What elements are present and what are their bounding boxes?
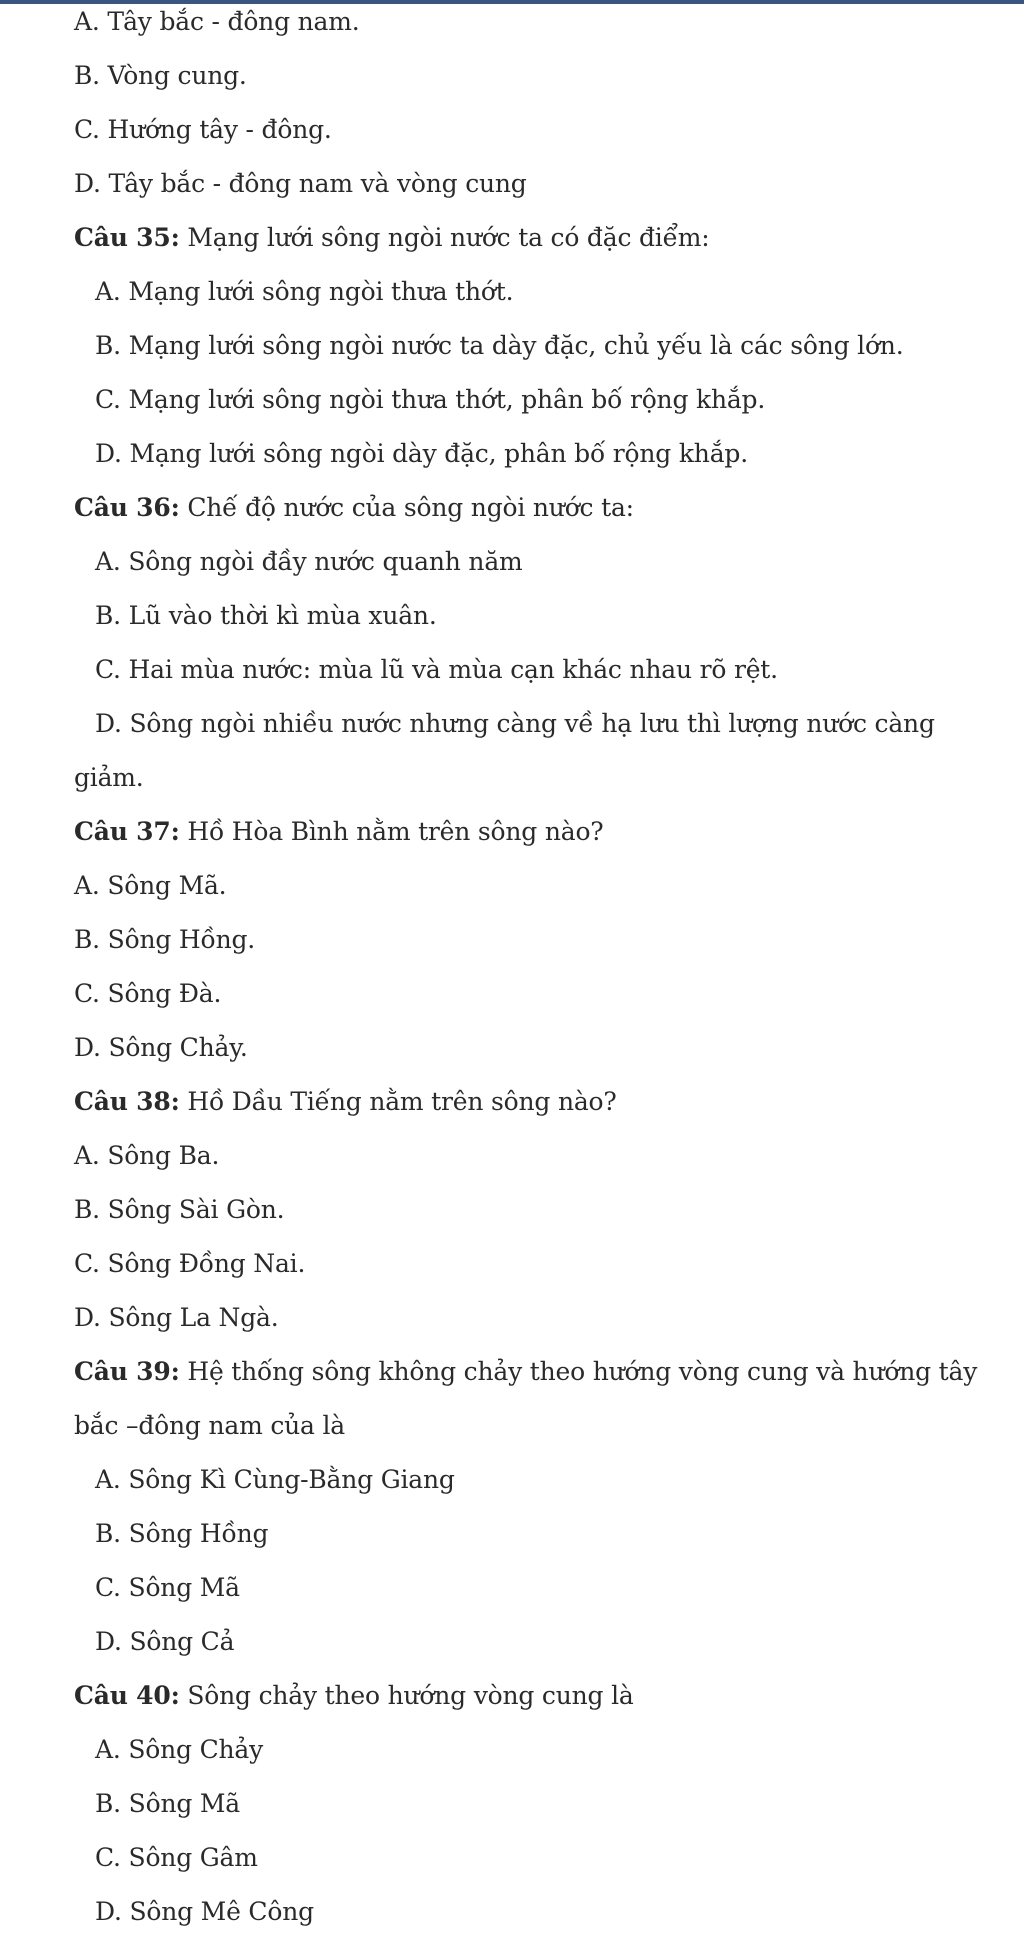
q35-option-d: D. Mạng lưới sông ngòi dày đặc, phân bố rộng khắp. bbox=[95, 439, 748, 468]
q37-option-b: B. Sông Hồng. bbox=[74, 925, 256, 954]
question-text: Sông chảy theo hướng vòng cung là bbox=[179, 1681, 634, 1710]
question-number: Câu 37: bbox=[74, 817, 180, 846]
q38-option-b: B. Sông Sài Gòn. bbox=[74, 1195, 285, 1224]
prev-option-b: B. Vòng cung. bbox=[74, 61, 247, 90]
q37-option-c: C. Sông Đà. bbox=[74, 979, 222, 1008]
q39-option-d: D. Sông Cả bbox=[95, 1627, 235, 1656]
top-border bbox=[0, 0, 1024, 4]
question-37 bbox=[74, 817, 604, 847]
question-39 bbox=[74, 1357, 977, 1387]
q36-option-a: A. Sông ngòi đầy nước quanh năm bbox=[95, 547, 523, 576]
q35-option-c: C. Mạng lưới sông ngòi thưa thớt, phân bố rộng khắp. bbox=[95, 385, 766, 414]
q36-option-d-continuation: giảm. bbox=[74, 763, 144, 792]
question-number: Câu 40: bbox=[74, 1681, 180, 1710]
q38-option-d: D. Sông La Ngà. bbox=[74, 1303, 279, 1332]
q38-option-c: C. Sông Đồng Nai. bbox=[74, 1249, 306, 1278]
q36-option-b: B. Lũ vào thời kì mùa xuân. bbox=[95, 601, 437, 630]
q39-option-c: C. Sông Mã bbox=[95, 1573, 240, 1602]
q35-option-a: A. Mạng lưới sông ngòi thưa thớt. bbox=[95, 277, 514, 306]
question-38 bbox=[74, 1087, 617, 1117]
q35-option-b: B. Mạng lưới sông ngòi nước ta dày đặc, chủ yếu là các sông lớn. bbox=[95, 331, 904, 360]
question-number: Câu 38: bbox=[74, 1087, 180, 1116]
question-35 bbox=[74, 223, 710, 253]
q36-option-c: C. Hai mùa nước: mùa lũ và mùa cạn khác nhau rõ rệt. bbox=[95, 655, 778, 684]
q38-option-a: A. Sông Ba. bbox=[74, 1141, 220, 1170]
q40-option-d: D. Sông Mê Công bbox=[95, 1897, 314, 1926]
prev-option-c: C. Hướng tây - đông. bbox=[74, 115, 332, 144]
question-39-continuation: bắc –đông nam của là bbox=[74, 1411, 345, 1440]
question-text: Mạng lưới sông ngòi nước ta có đặc điểm: bbox=[179, 223, 710, 252]
question-text: Hồ Dầu Tiếng nằm trên sông nào? bbox=[179, 1087, 617, 1116]
question-number: Câu 39: bbox=[74, 1357, 180, 1386]
question-text: Chế độ nước của sông ngòi nước ta: bbox=[179, 493, 634, 522]
q40-option-c: C. Sông Gâm bbox=[95, 1843, 258, 1872]
q40-option-a: A. Sông Chảy bbox=[95, 1735, 264, 1764]
question-text: Hồ Hòa Bình nằm trên sông nào? bbox=[179, 817, 604, 846]
question-36 bbox=[74, 493, 634, 523]
question-40 bbox=[74, 1681, 634, 1711]
q37-option-d: D. Sông Chảy. bbox=[74, 1033, 248, 1062]
q39-option-b: B. Sông Hồng bbox=[95, 1519, 269, 1548]
question-number: Câu 36: bbox=[74, 493, 180, 522]
question-text: Hệ thống sông không chảy theo hướng vòng cung và hướng tây bbox=[179, 1357, 978, 1386]
q40-option-b: B. Sông Mã bbox=[95, 1789, 240, 1818]
q39-option-a: A. Sông Kì Cùng-Bằng Giang bbox=[95, 1465, 455, 1494]
q37-option-a: A. Sông Mã. bbox=[74, 871, 227, 900]
prev-option-a: A. Tây bắc - đông nam. bbox=[74, 7, 360, 36]
question-number: Câu 35: bbox=[74, 223, 180, 252]
prev-option-d: D. Tây bắc - đông nam và vòng cung bbox=[74, 169, 527, 198]
q36-option-d: D. Sông ngòi nhiều nước nhưng càng về hạ lưu thì lượng nước càng bbox=[95, 709, 935, 738]
